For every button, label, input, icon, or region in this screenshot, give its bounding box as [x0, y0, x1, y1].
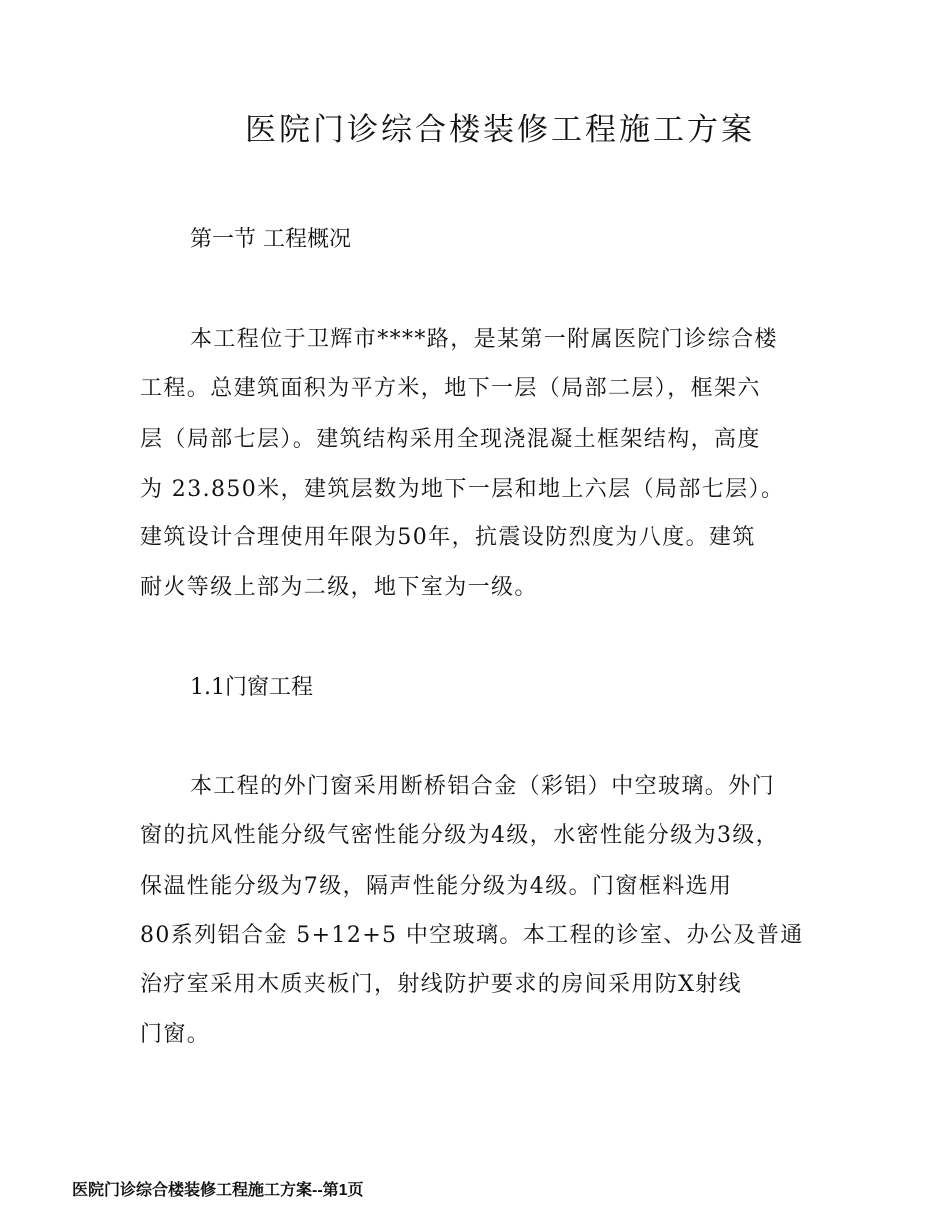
paragraph-line: 窗的抗风性能分级气密性能分级为4级，水密性能分级为3级， — [140, 823, 780, 848]
subsection-heading: 1.1门窗工程 — [190, 675, 313, 700]
paragraph-line: 保温性能分级为7级，隔声性能分级为4级。门窗框料选用 — [140, 874, 733, 899]
document-title: 医院门诊综合楼装修工程施工方案 — [245, 112, 755, 148]
page-footer: 医院门诊综合楼装修工程施工方案--第1页 — [72, 1182, 364, 1199]
section-heading: 第一节 工程概况 — [190, 227, 351, 252]
paragraph-line: 为 23.850米，建筑层数为地下一层和地上六层（局部七层）。 — [140, 477, 785, 502]
paragraph-line: 工程。总建筑面积为平方米，地下一层（局部二层），框架六 — [140, 376, 761, 401]
paragraph-line: 耐火等级上部为二级，地下室为一级。 — [140, 575, 538, 600]
paragraph-line: 门窗。 — [140, 1022, 211, 1047]
paragraph-line: 层（局部七层）。建筑结构采用全现浇混凝土框架结构，高度 — [140, 427, 761, 452]
paragraph-line: 治疗室采用木质夹板门，射线防护要求的房间采用防X射线 — [140, 972, 743, 997]
paragraph-line: 本工程位于卫辉市****路，是某第一附属医院门诊综合楼 — [190, 327, 778, 352]
paragraph-line: 建筑设计合理使用年限为50年，抗震设防烈度为八度。建筑 — [140, 525, 756, 550]
paragraph-line: 80系列铝合金 5+12+5 中空玻璃。本工程的诊室、办公及普通 — [140, 923, 804, 948]
paragraph-line: 本工程的外门窗采用断桥铝合金（彩铝）中空玻璃。外门 — [190, 774, 776, 799]
